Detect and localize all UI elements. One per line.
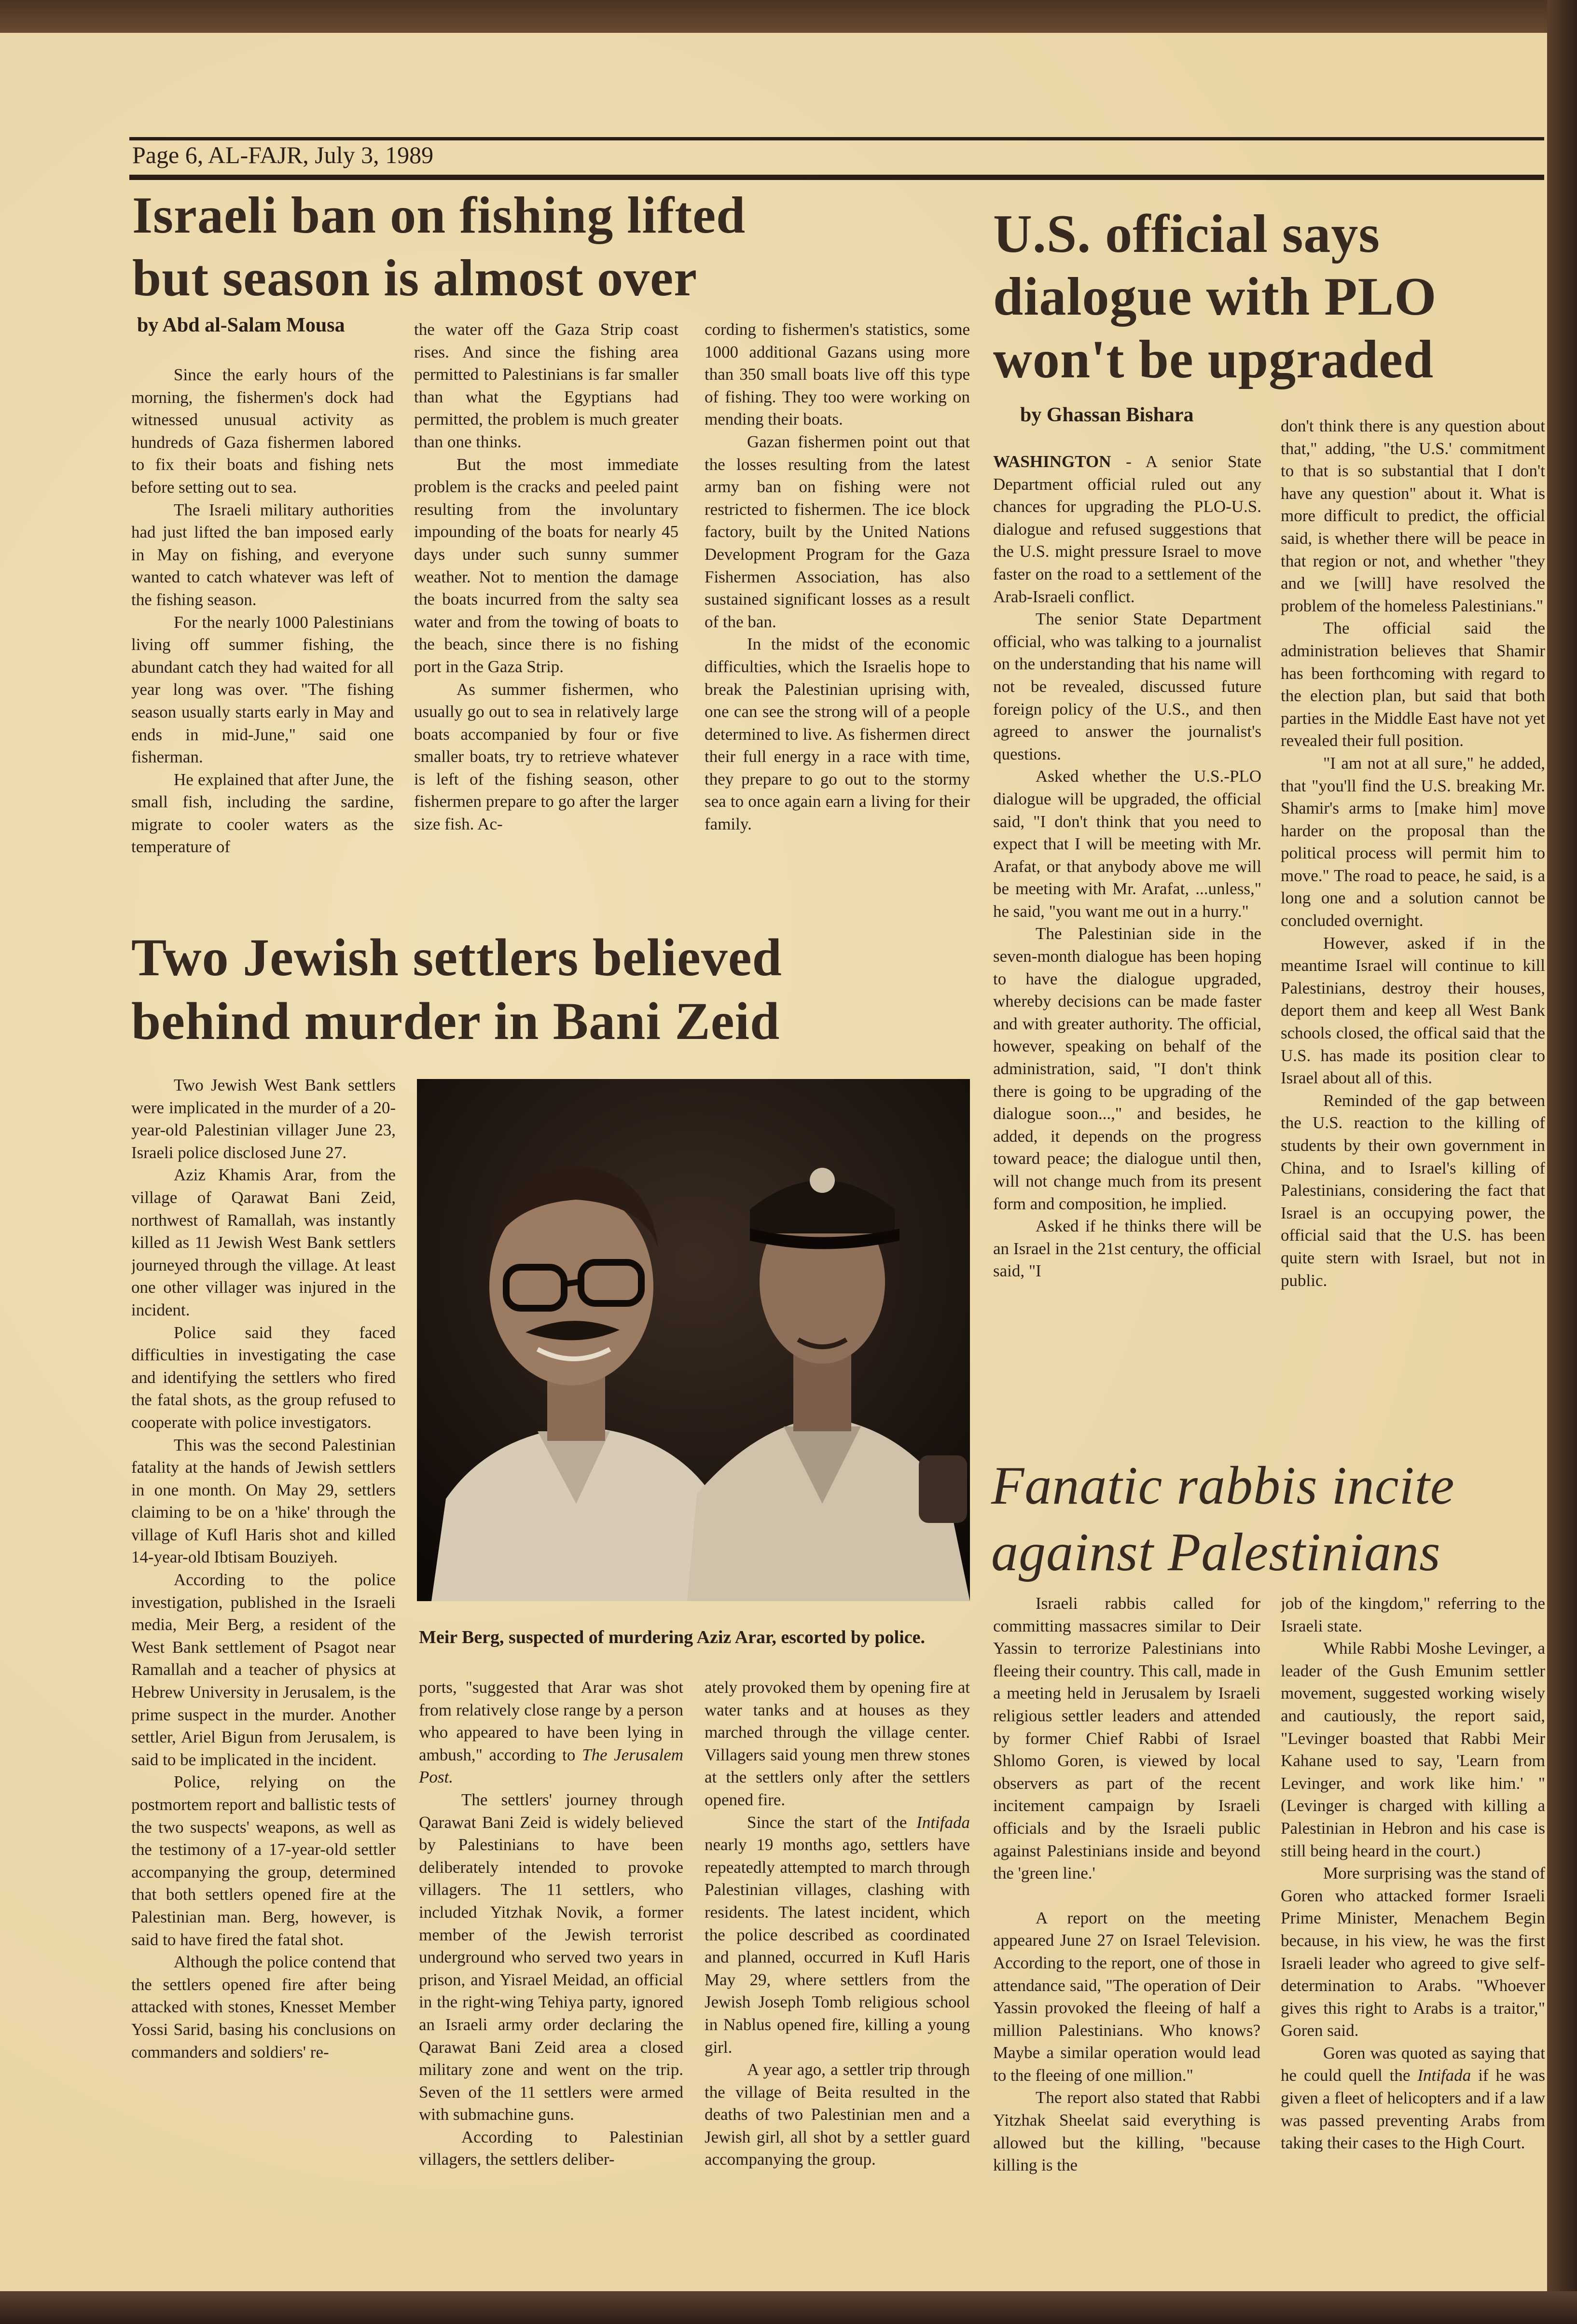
paragraph: This was the second Palestinian fatality at the hands of Jewish settlers in one month. On May 29, settlers claiming to be on a 'hike' through the village of Kufl Haris shot and killed 14-year-old Ibtisam Bouziyeh.	[131, 1435, 396, 1567]
paragraph: He explained that after June, the small fish, including the sardine, migrate to cooler waters as the temperature of	[131, 770, 394, 857]
fishing-col-2	[414, 318, 678, 898]
folio-rule	[129, 175, 1544, 180]
paragraph: Asked whether the U.S.-PLO dialogue will be upgraded, the official said, "I don't think that you need to expect that I will be meeting with Mr. Arafat, or that anybody above me will be meeting with Mr. Arafat, ...unless," he said, "you want me out in a hurry."	[993, 767, 1261, 921]
rabbis-col-2	[1281, 1592, 1545, 2273]
paragraph: Two Jewish West Bank settlers were implicated in the murder of a 20-year-old Palestinian villager June 23, Israeli police disclosed June 27.	[131, 1076, 396, 1162]
photo-caption: Meir Berg, suspected of murdering Aziz Arar, escorted by police.	[419, 1627, 926, 1647]
fishing-headline-line: Israeli ban on fishing lifted	[132, 187, 746, 244]
text-run: Since the start of the	[747, 1812, 907, 1832]
text-run: Goren was quoted as saying that he could quell the	[1281, 2043, 1545, 2085]
text-run: if he was given a fleet of helicopters and if a law was passed preventing Arabs from taking their cases to the High Court.	[1281, 2066, 1545, 2153]
paragraph: More surprising was the stand of Goren who attacked former Israeli Prime Minister, Menachem Begin because, in his view, he was the first Israeli leader who agreed to give self-determination to Arabs. "Whoever gives this right to Arabs is a traitor," Goren said.	[1281, 1864, 1545, 2040]
paragraph	[705, 1812, 970, 2059]
us-headline-line: U.S. official says	[993, 204, 1380, 264]
us-headline-line: won't be upgraded	[993, 330, 1434, 389]
paragraph: don't think there is any question about that," adding, "the U.S.' commitment to that is so substantial that I don't have any question" about it. What is more difficult to predict, the official said, is whether there will be peace in that region or not, and whether "they and we [will] have resolved the problem of the homeless Palestinians."	[1281, 416, 1545, 615]
paragraph: The official said the administration believes that Shamir has been forthcoming with regard to the election plan, but said that both parties in the Middle East have not yet revealed their full position.	[1281, 619, 1545, 750]
paragraph	[993, 451, 1261, 608]
publication-name: The Jerusalem Post.	[419, 1745, 683, 1787]
rabbis-headline	[991, 1452, 1454, 1586]
paragraph: However, asked if in the meantime Israel will continue to kill Palestinians, destroy their houses, deport them and keep all West Bank schools closed, the offical said that the U.S. has made its position clear to Israel about all of this.	[1281, 933, 1545, 1088]
page-folio: Page 6, AL-FAJR, July 3, 1989	[132, 141, 434, 168]
paragraph: The Israeli military authorities had just lifted the ban imposed early in May on fishing, and everyone wanted to catch whatever was left of the fishing season.	[131, 500, 394, 609]
paragraph: cording to fishermen's statistics, some 1000 additional Gazans using more than 350 small boats live off this type of fishing. They too were working on mending their boats.	[705, 320, 970, 429]
settlers-col-3	[705, 1676, 970, 2275]
paragraph: A report on the meeting appeared June 27 on Israel Television. According to the report, one of those in attendance said, "The operation of Deir Yassin provoked the fleeing of half a million Palestinians. Who knows? Maybe a similar operation would lead to the fleeing of one million."	[993, 1908, 1260, 2085]
settlers-col-1	[131, 1074, 396, 2271]
us-official-headline	[993, 203, 1437, 391]
paragraph: According to the police investigation, published in the Israeli media, Meir Berg, a resident of the West Bank settlement of Psagot near Ramallah and a teacher of physics at Hebrew University in Jerusalem, is the prime suspect in the murder. Another settler, Ariel Bigun from Jerusalem, is said to be implicated in the incident.	[131, 1570, 396, 1769]
paragraph: The Palestinian side in the seven-month dialogue has been hoping to have the dialogue upgraded, whereby decisions can be made faster and with greater authority. The official, however, speaking on behalf of the administration, said, "I don't think there is going to be upgrading of the dialogue soon...," and besides, he added, it depends on the progress toward peace; the dialogue until then, will not change much from its present form and composition, he implied.	[993, 924, 1261, 1213]
scan-right-edge	[1547, 0, 1577, 2324]
us-byline: by Ghassan Bishara	[1020, 404, 1194, 426]
fishing-headline	[132, 184, 746, 310]
paragraph: A year ago, a settler trip through the village of Beita resulted in the deaths of two Palestinian men and a Jewish girl, all shot by a settler guard accompanying the group.	[705, 2060, 970, 2169]
text-run: - A senior State Department official ruled out any chances for upgrading the PLO-U.S. dialogue and refused suggestions that the U.S. might pressure Israel to move faster on the road to a settlement of the Arab-Israeli conflict.	[993, 452, 1261, 606]
fishing-headline-line: but season is almost over	[132, 249, 698, 307]
paragraph: Police said they faced difficulties in investigating the case and identifying the settlers who fired the fatal shots, as the group refused to cooperate with police investigators.	[131, 1323, 396, 1432]
paragraph: Aziz Khamis Arar, from the village of Qarawat Bani Zeid, northwest of Ramallah, was instantly killed as 11 Jewish West Bank settlers journeyed through the village. At least one other villager was injured in the incident.	[131, 1165, 396, 1319]
us-col-2	[1281, 415, 1545, 1409]
dateline: WASHINGTON	[993, 452, 1111, 471]
paragraph: But the most immediate problem is the cracks and peeled paint resulting from the involuntary impounding of the boats for nearly 45 days under such sunny summer weather. Not to mention the damage the boats incurred from the salty sea water and from the towing of boats to the beach, since there is no fishing port in the Gaza Strip.	[414, 455, 678, 676]
paragraph: Since the early hours of the morning, the fishermen's dock had witnessed unusual activity as hundreds of Gaza fishermen labored to fix their boats and fishing nets before setting out to sea.	[131, 365, 394, 497]
paragraph: According to Palestinian villagers, the settlers deliber-	[419, 2127, 683, 2169]
paragraph	[1281, 2042, 1545, 2155]
us-headline-line: dialogue with PLO	[993, 267, 1437, 327]
paragraph	[419, 1676, 683, 1789]
paragraph: Israeli rabbis called for committing massacres similar to Deir Yassin to terrorize Palestinians into fleeing their country. This call, made in a meeting held in Jerusalem by Israeli religious settler leaders and attended by former Chief Rabbi of Israel Shlomo Goren, is viewed by local observers as part of the recent incitement campaign by Israeli officials and by the Israeli public against Palestinians inside and beyond the 'green line.'	[993, 1594, 1260, 1883]
top-rule	[129, 137, 1544, 140]
paragraph: the water off the Gaza Strip coast rises. And since the fishing area permitted to Palestinians is far smaller than what the Egyptians had permitted, the problem is much greater than one thinks.	[414, 320, 678, 451]
rabbis-headline-line: Fanatic rabbis incite	[991, 1456, 1455, 1516]
intifada-term: Intifada	[1417, 2066, 1471, 2085]
photo-illustration	[417, 1079, 970, 1601]
intifada-term: Intifada	[916, 1812, 970, 1832]
paragraph: job of the kingdom," referring to the Israeli state.	[1281, 1594, 1545, 1635]
paragraph: Asked if he thinks there will be an Israel in the 21st century, the official said, "I	[993, 1217, 1261, 1281]
settlers-col-2	[419, 1676, 683, 2275]
paragraph: The report also stated that Rabbi Yitzhak Sheelat said everything is allowed but the killing, "because killing is the	[993, 2088, 1260, 2175]
paragraph: Reminded of the gap between the U.S. reaction to the killing of students by their own government in China, and to Israel's killing of Palestinians, considering the fact that Israel is an occupying power, the official said that the U.S. has been quite stern with Israel, but not in public.	[1281, 1091, 1545, 1290]
paragraph: For the nearly 1000 Palestinians living off summer fishing, the abundant catch they had waited for all year long was over. "The fishing season usually starts early in May and ends in mid-June," said one fisherman.	[131, 612, 394, 767]
paragraph: In the midst of the economic difficulties, which the Israelis hope to break the Palestinian uprising with, one can see the strong will of a people determined to live. As fishermen direct their full energy in a race with time, they prepare to go out to the stormy sea to once again earn a living for their family.	[705, 635, 970, 834]
settlers-headline-line: behind murder in Bani Zeid	[131, 992, 780, 1051]
rabbis-col-1	[993, 1592, 1260, 2273]
scan-bottom-edge	[0, 2291, 1577, 2324]
text-run: ports, "suggested that Arar was shot from relatively close range by a person who appeared to have been lying in ambush," according to	[419, 1678, 683, 1764]
paragraph: Police, relying on the postmortem report and ballistic tests of the two suspects' weapons, as well as the testimony of a 17-year-old settler accompanying the group, determined that both settlers opened fire at the Palestinian man. Berg, however, is said to have fired the fatal shot.	[131, 1772, 396, 1949]
paragraph: Gazan fishermen point out that the losses resulting from the latest army ban on fishing were not restricted to fishermen. The ice block factory, built by the United Nations Development Program for the Gaza Fishermen Association, has also sustained significant losses as a result of the ban.	[705, 432, 970, 631]
text-run: nearly 19 months ago, settlers have repeatedly attempted to march through Palestinian villages, clashing with residents. The latest incident, which the police described as coordinated and planned, occurred in Kufl Haris May 29, where settlers from the Jewish Joseph Tomb religious school in Nablus opened fire, killing a young girl.	[705, 1835, 970, 2057]
rabbis-headline-line: against Palestinians	[991, 1522, 1441, 1582]
paragraph: "I am not at all sure," he added, that "you'll find the U.S. breaking Mr. Shamir's arms to [make him] move harder on the proposal than the political process will permit him to move." The road to peace, he said, is a long one and a solution cannot be concluded overnight.	[1281, 753, 1545, 930]
news-photo	[417, 1079, 970, 1601]
paragraph: ately provoked them by opening fire at water tanks and at houses as they marched through the village center. Villagers said young men threw stones at the settlers only after the settlers opened fire.	[705, 1678, 970, 1809]
fishing-col-1	[131, 364, 394, 895]
fishing-byline: by Abd al-Salam Mousa	[137, 314, 345, 336]
paragraph: The settlers' journey through Qarawat Bani Zeid is widely believed by Palestinians to have been deliberately intended to provoke villagers. The 11 settlers, who included Yitzhak Novik, a former member of the Jewish terrorist underground who served two years in prison, and Yisrael Meidad, an official in the right-wing Tehiya party, ignored an Israeli army order declaring the Qarawat Bani Zeid area a closed military zone and went on the trip. Seven of the 11 settlers were armed with submachine guns.	[419, 1790, 683, 2124]
settlers-headline-line: Two Jewish settlers believed	[131, 928, 782, 987]
paragraph: As summer fishermen, who usually go out to sea in relatively large boats accompanied by four or five smaller boats, try to retrieve whatever is left of the fishing season, other fishermen prepare to go after the larger size fish. Ac-	[414, 679, 678, 834]
us-col-1	[993, 451, 1261, 1411]
paragraph: Although the police contend that the settlers opened fire after being attacked with stones, Knesset Member Yossi Sarid, basing his conclusions on commanders and soldiers' re-	[131, 1952, 396, 2061]
paragraph: The senior State Department official, who was talking to a journalist on the understanding that his name will not be revealed, discussed future foreign policy of the U.S., and then agreed to answer the journalist's questions.	[993, 609, 1261, 763]
paragraph: While Rabbi Moshe Levinger, a leader of the Gush Emunim settler movement, suggested working wisely and cautiously, the report said, "Levinger boasted that Rabbi Meir Kahane used to say, 'Learn from Levinger, and work like him.' " (Levinger is charged with killing a Palestinian in Hebron and his case is still being heard in the court.)	[1281, 1639, 1545, 1860]
settlers-headline	[131, 926, 782, 1053]
fishing-col-3	[705, 318, 970, 898]
scan-top-edge	[0, 0, 1577, 36]
